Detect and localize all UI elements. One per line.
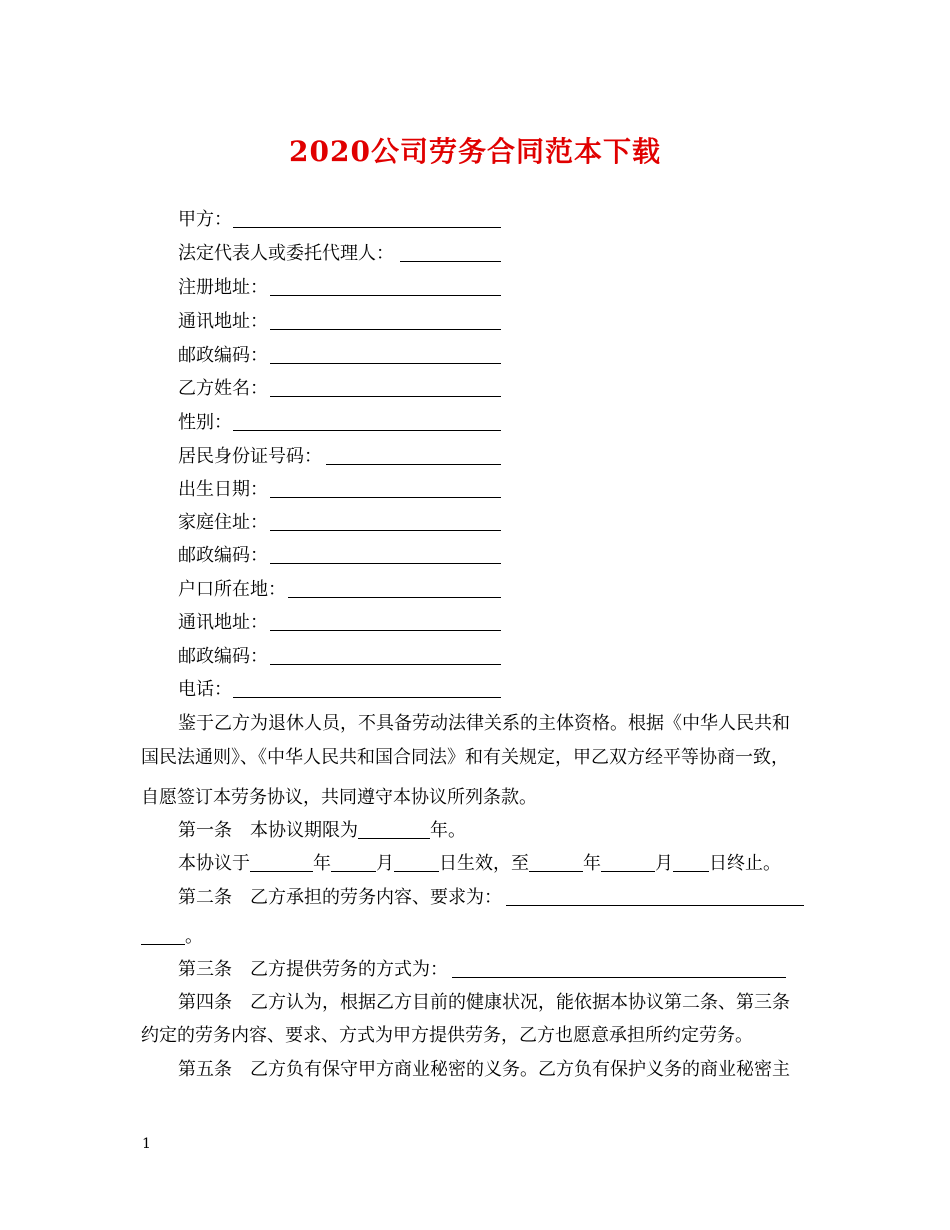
article-text: 日生效，至 — [439, 853, 529, 874]
field-label: 户口所在地： — [178, 579, 286, 600]
blank-line[interactable] — [141, 944, 185, 945]
field-postal-code-a — [178, 341, 268, 371]
blank-line[interactable] — [529, 871, 583, 872]
blank-line[interactable] — [270, 396, 501, 397]
preamble-line-1: 鉴于乙方为退休人员，不具备劳动法律关系的主体资格。根据《中华人民共和 — [178, 713, 790, 734]
field-party-b-name — [178, 374, 268, 404]
article-text: 本协议于 — [178, 853, 250, 874]
article-3 — [178, 955, 786, 985]
blank-line[interactable] — [452, 977, 786, 978]
article-text: 年 — [583, 853, 601, 874]
preamble-line-2: 国民法通则》、《中华人民共和国合同法》和有关规定，甲乙双方经平等协商一致， — [141, 747, 789, 768]
document-title: 2020公司劳务合同范本下载 — [289, 135, 661, 168]
article-text: 第二条 乙方承担的劳务内容、要求为： — [178, 887, 502, 908]
field-phone — [178, 675, 232, 705]
article-text: 。 — [185, 926, 203, 947]
field-label: 电话： — [178, 679, 232, 700]
article-1 — [178, 816, 466, 846]
blank-line[interactable] — [270, 630, 501, 631]
blank-line[interactable] — [673, 871, 709, 872]
field-label: 通讯地址： — [178, 612, 268, 633]
field-label: 通讯地址： — [178, 311, 268, 332]
field-label: 性别： — [178, 412, 232, 433]
article-5-line-1: 第五条 乙方负有保守甲方商业秘密的义务。乙方负有保护义务的商业秘密主 — [178, 1059, 790, 1080]
article-text: 年。 — [430, 820, 466, 841]
field-home-address — [178, 508, 268, 538]
field-label: 邮政编码： — [178, 545, 268, 566]
field-birth-date — [178, 475, 268, 505]
article-1-dates — [178, 849, 781, 879]
blank-line[interactable] — [331, 871, 376, 872]
blank-line[interactable] — [270, 563, 501, 564]
article-4-line-1: 第四条 乙方认为，根据乙方目前的健康状况，能依据本协议第二条、第三条 — [178, 992, 790, 1013]
field-label: 邮政编码： — [178, 646, 268, 667]
blank-line[interactable] — [394, 871, 439, 872]
blank-line[interactable] — [233, 697, 501, 698]
blank-line[interactable] — [270, 329, 501, 330]
blank-line[interactable] — [400, 261, 501, 262]
blank-line[interactable] — [358, 838, 430, 839]
field-household-registration — [178, 575, 286, 605]
article-text: 月 — [655, 853, 673, 874]
field-mailing-address-a — [178, 307, 268, 337]
field-label: 甲方： — [178, 209, 232, 230]
field-postal-code-b2 — [178, 642, 268, 672]
blank-line[interactable] — [250, 871, 313, 872]
blank-line[interactable] — [233, 430, 501, 431]
preamble-line-3: 自愿签订本劳务协议，共同遵守本协议所列条款。 — [141, 787, 537, 808]
field-label: 乙方姓名： — [178, 378, 268, 399]
blank-line[interactable] — [601, 871, 655, 872]
page-number: 1 — [142, 1136, 151, 1152]
article-text: 第三条 乙方提供劳务的方式为： — [178, 959, 448, 980]
field-label: 出生日期： — [178, 479, 268, 500]
field-gender — [178, 408, 232, 438]
blank-line[interactable] — [233, 227, 501, 228]
article-text: 日终止。 — [709, 853, 781, 874]
article-2-continued — [141, 922, 203, 952]
field-label: 家庭住址： — [178, 512, 268, 533]
field-id-number — [178, 442, 322, 472]
article-text: 年 — [313, 853, 331, 874]
field-legal-representative — [178, 239, 394, 269]
blank-line[interactable] — [288, 597, 501, 598]
article-4-line-2: 约定的劳务内容、要求、方式为甲方提供劳务，乙方也愿意承担所约定劳务。 — [141, 1025, 753, 1046]
article-text: 第一条 本协议期限为 — [178, 820, 358, 841]
blank-line[interactable] — [270, 530, 501, 531]
blank-line[interactable] — [270, 295, 501, 296]
blank-line[interactable] — [270, 497, 501, 498]
field-label: 注册地址： — [178, 277, 268, 298]
article-2 — [178, 883, 804, 913]
field-label: 邮政编码： — [178, 345, 268, 366]
field-label: 法定代表人或委托代理人： — [178, 243, 394, 264]
blank-line[interactable] — [270, 363, 501, 364]
field-mailing-address-b — [178, 608, 268, 638]
field-registered-address — [178, 273, 268, 303]
blank-line[interactable] — [326, 464, 501, 465]
field-party-a — [178, 205, 232, 235]
blank-line[interactable] — [270, 664, 501, 665]
field-label: 居民身份证号码： — [178, 446, 322, 467]
blank-line[interactable] — [506, 905, 804, 906]
article-text: 月 — [376, 853, 394, 874]
field-postal-code-b1 — [178, 541, 268, 571]
